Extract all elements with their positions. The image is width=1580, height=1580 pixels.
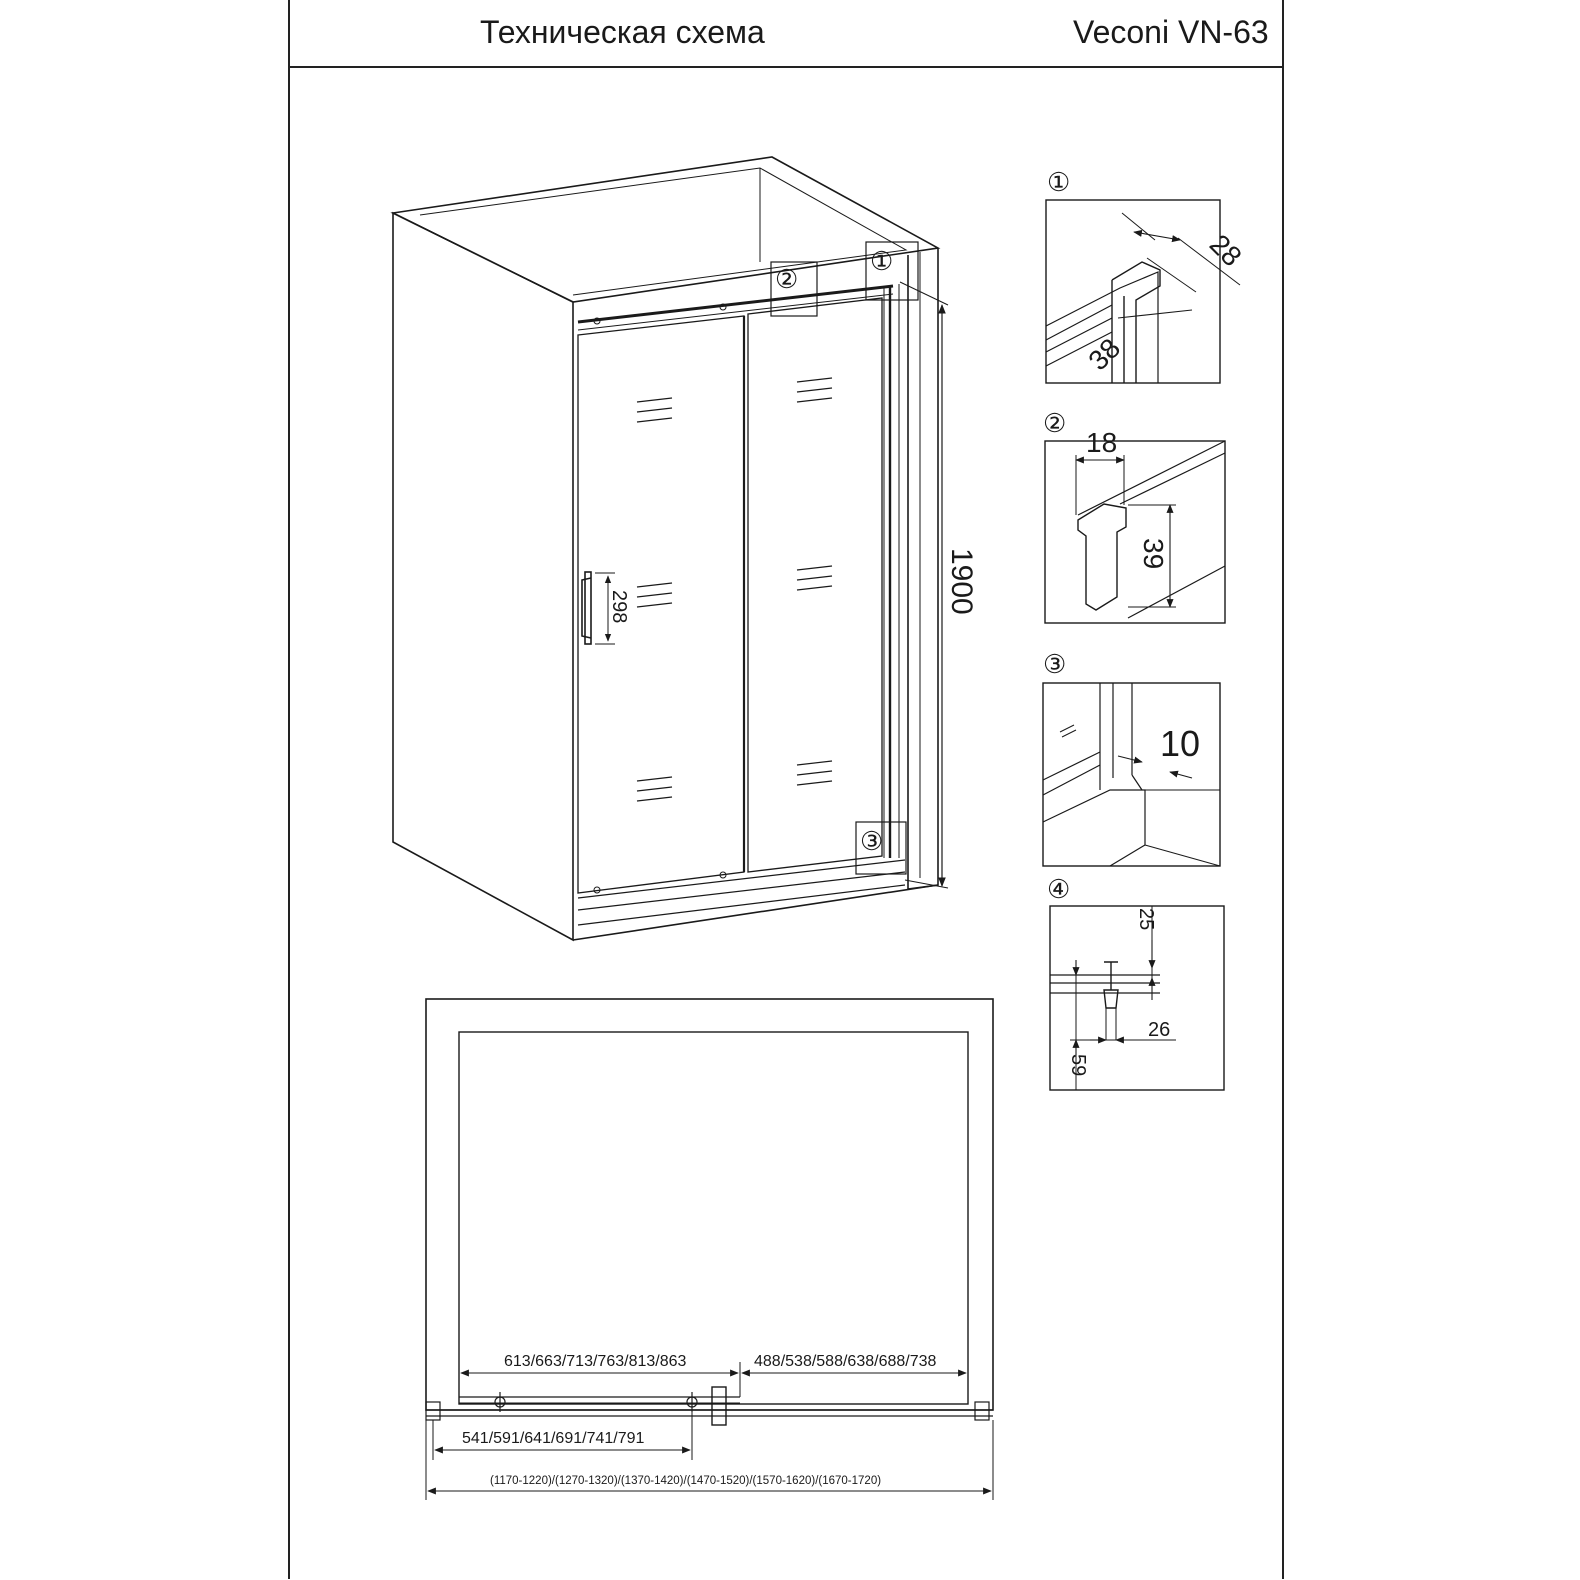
- model-name: Veconi VN-63: [1073, 14, 1269, 50]
- detail-4-dim-26: 26: [1148, 1019, 1171, 1041]
- handle-dimension: 298: [608, 590, 630, 624]
- detail-2-dim-18: 18: [1086, 427, 1118, 458]
- plan-total-width: (1170-1220)/(1270-1320)/(1370-1420)/(1470-1520)/(1570-1620)/(1670-1720): [490, 1475, 882, 1487]
- detail-4-dim-25: 25: [1135, 908, 1157, 931]
- detail-3-dim-10: 10: [1160, 723, 1201, 764]
- right-wall: [908, 248, 938, 889]
- plan-view: [426, 999, 993, 1500]
- plan-handle: [712, 1387, 726, 1425]
- detail-4-marker: ④: [1047, 874, 1071, 904]
- detail-3-marker: ③: [1043, 649, 1067, 679]
- detail-2-dim-39: 39: [1138, 538, 1169, 570]
- detail-2-frame: [1045, 441, 1225, 623]
- detail-2-marker: ②: [1043, 408, 1067, 438]
- glass-reflection-marks: [637, 378, 832, 801]
- plan-opening-width: 488/538/588/638/688/738: [754, 1353, 937, 1370]
- detail-1-dim-28: 28: [1203, 228, 1248, 273]
- page-title: Техническая схема: [480, 14, 765, 50]
- plan-tray: [459, 1032, 968, 1404]
- detail-1: [1046, 167, 1240, 383]
- left-wall: [393, 213, 573, 940]
- ceiling-outline: [393, 157, 938, 302]
- detail-2: [1043, 408, 1225, 623]
- plan-fixed-panel-width: 613/663/713/763/813/863: [504, 1353, 687, 1370]
- isometric-view: [393, 157, 978, 940]
- callout-3-marker: ③: [860, 826, 884, 856]
- detail-1-frame: [1046, 200, 1220, 383]
- plan-door-width: 541/591/641/691/741/791: [462, 1430, 645, 1447]
- floor-edge: [573, 885, 938, 940]
- callout-2-marker: ②: [775, 264, 799, 294]
- plan-outer-wall: [426, 999, 993, 1410]
- height-dimension-label: 1900: [945, 548, 978, 615]
- callout-1-marker: ①: [870, 246, 894, 276]
- detail-1-dim-38: 38: [1082, 332, 1127, 377]
- fixed-glass-panel: [748, 298, 882, 872]
- detail-1-marker: ①: [1047, 167, 1071, 197]
- detail-4-dim-59: 59: [1067, 1054, 1089, 1077]
